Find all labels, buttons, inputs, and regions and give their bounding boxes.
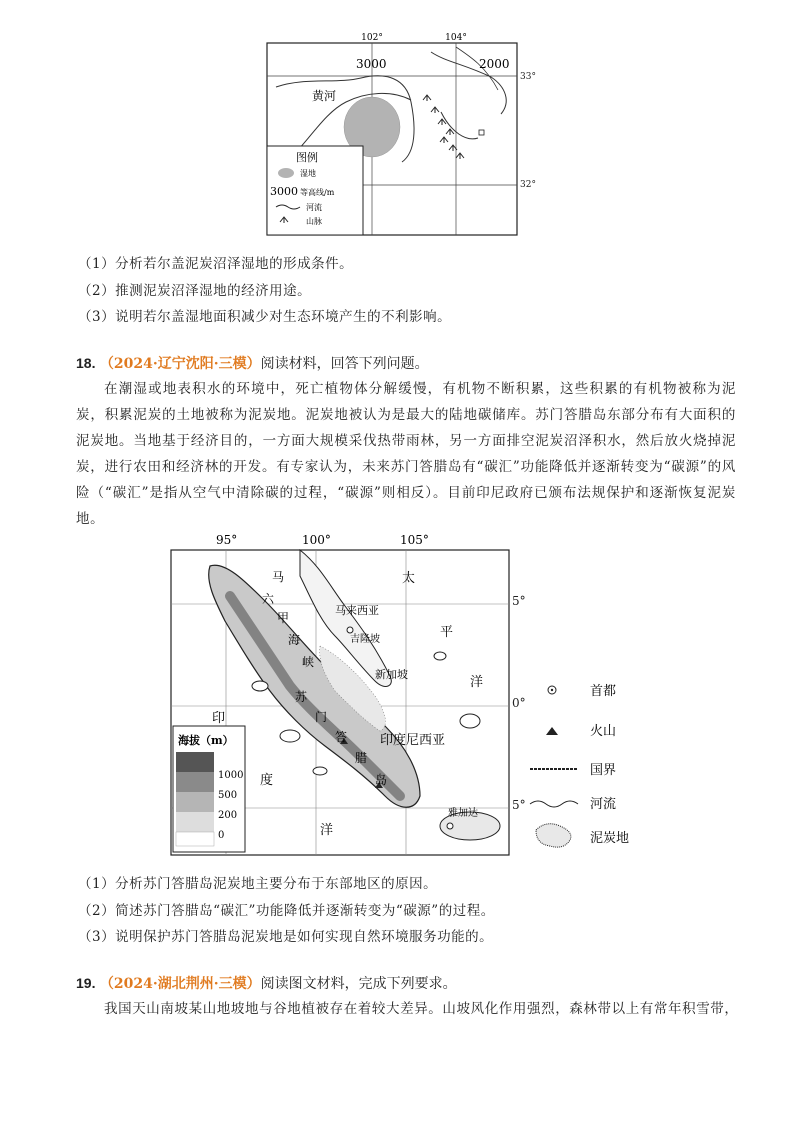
place-label: 苏 (295, 690, 308, 704)
question-number: 19. (76, 975, 96, 991)
elevation-level: 200 (218, 810, 238, 821)
elevation-title: 海拔（m） (178, 734, 234, 747)
capital-icon (347, 627, 353, 633)
place-label: 印 (212, 711, 226, 726)
elevation-swatch (176, 792, 214, 812)
place-label: 门 (315, 710, 328, 724)
q19-material: 我国天山南坡某山地坡地与谷地植被存在着较大差异。山坡风化作用强烈，森林带以上有常年积雪带， (104, 1001, 739, 1017)
elevation-swatch (176, 812, 214, 832)
legend-label: 泥炭地 (590, 831, 630, 846)
lat-label: 32° (520, 180, 536, 190)
place-label: 海 (288, 633, 301, 647)
place-label: 太 (402, 571, 416, 586)
legend-label: 山脉 (306, 217, 322, 226)
capital-icon (447, 823, 453, 829)
place-label: 吉隆坡 (350, 634, 380, 645)
elevation-swatch (176, 772, 214, 792)
place-label: 马 (272, 570, 285, 584)
place-label: 甲 (277, 611, 290, 625)
place-label: 马来西亚 (335, 604, 379, 617)
place-label: 答 (335, 730, 348, 744)
lon-label: 105° (400, 533, 429, 547)
place-label: 度 (260, 773, 274, 788)
lon-label: 95° (216, 533, 238, 547)
q19-heading (76, 973, 457, 993)
elevation-swatch (176, 752, 214, 772)
place-label: 雅加达 (448, 808, 478, 819)
legend-label: 首都 (590, 684, 617, 699)
q18-material: 在潮湿或地表积水的环境中，死亡植物体分解缓慢，有机物不断积累，这些积累的有机物被称为泥炭，积累泥炭的土地被称为泥炭地。泥炭地被认为是最大的陆地碳储库。苏门答腊岛东部分布有大面积的泥炭地。当地基于经济目的，一方面大规模采伐热带雨林，另一方面排空泥炭沼泽积水，然后放火烧掉泥炭，进行农田和经济林的开发。有专家认为，未来苏门答腊岛有“碳汇”功能降低并逐渐转变为“碳源”的风险（“碳汇”是指从空气中清除碳的过程，“碳源”则相反）。目前印尼政府已颁布法规保护和逐渐恢复泥炭地。 (76, 381, 736, 527)
elevation-swatch (176, 832, 214, 846)
q18-item-3: （3）说明保护苏门答腊岛泥炭地是如何实现自然环境服务功能的。 (78, 929, 494, 945)
q17-item-3: （3）说明若尔盖湿地面积减少对生态环境产生的不利影响。 (78, 309, 452, 325)
q17-item-1: （1）分析若尔盖泥炭沼泽湿地的形成条件。 (78, 256, 354, 272)
place-label: 峡 (302, 655, 315, 669)
legend-value: 3000 (270, 185, 298, 198)
river-label: 黄河 (312, 89, 337, 103)
legend-label: 火山 (590, 724, 617, 739)
place-label: 洋 (470, 675, 484, 690)
elevation-level: 500 (218, 790, 238, 801)
sumatra-map (170, 526, 510, 856)
lon-label: 104° (445, 33, 467, 43)
lon-label: 100° (302, 533, 331, 547)
contour-label: 2000 (479, 57, 510, 71)
place-label: 岛 (375, 773, 388, 787)
lat-label: 5° (512, 594, 526, 608)
question-number: 18. (76, 355, 96, 371)
q18-heading (76, 353, 429, 373)
zoige-map (266, 33, 518, 236)
q17-item-2: （2）推测泥炭沼泽湿地的经济用途。 (78, 283, 312, 299)
wetland-icon (278, 168, 294, 178)
place-label: 六 (262, 592, 275, 606)
elevation-level: 0 (218, 830, 225, 841)
question-source: （2024·湖北荆州·三模） (99, 976, 261, 992)
contour-label: 3000 (356, 57, 387, 71)
legend-label: 国界 (590, 763, 617, 778)
q18-item-2: （2）简述苏门答腊岛“碳汇”功能降低并逐渐转变为“碳源”的过程。 (78, 903, 495, 919)
legend-label: 河流 (306, 203, 322, 212)
symbol-legend (522, 680, 642, 850)
place-label: 平 (440, 625, 454, 640)
lat-label: 0° (512, 696, 526, 710)
place-label: 腊 (355, 751, 368, 765)
lon-label: 102° (361, 33, 383, 43)
question-prompt: 阅读材料，回答下列问题。 (260, 356, 429, 372)
legend-label: 等高线/m (300, 188, 335, 197)
legend-label: 湿地 (300, 169, 316, 178)
question-source: （2024·辽宁沈阳·三模） (99, 356, 261, 372)
legend-label: 河流 (590, 797, 617, 812)
place-label: 洋 (320, 823, 334, 838)
legend-title: 图例 (296, 151, 318, 164)
lat-label: 33° (520, 72, 536, 82)
q18-item-1: （1）分析苏门答腊岛泥炭地主要分布于东部地区的原因。 (78, 876, 438, 892)
place-label: 印度尼西亚 (380, 733, 446, 748)
question-prompt: 阅读图文材料，完成下列要求。 (260, 976, 457, 992)
elevation-level: 1000 (218, 770, 244, 781)
place-label: 新加坡 (375, 668, 408, 681)
lat-label: 5° (512, 798, 526, 812)
